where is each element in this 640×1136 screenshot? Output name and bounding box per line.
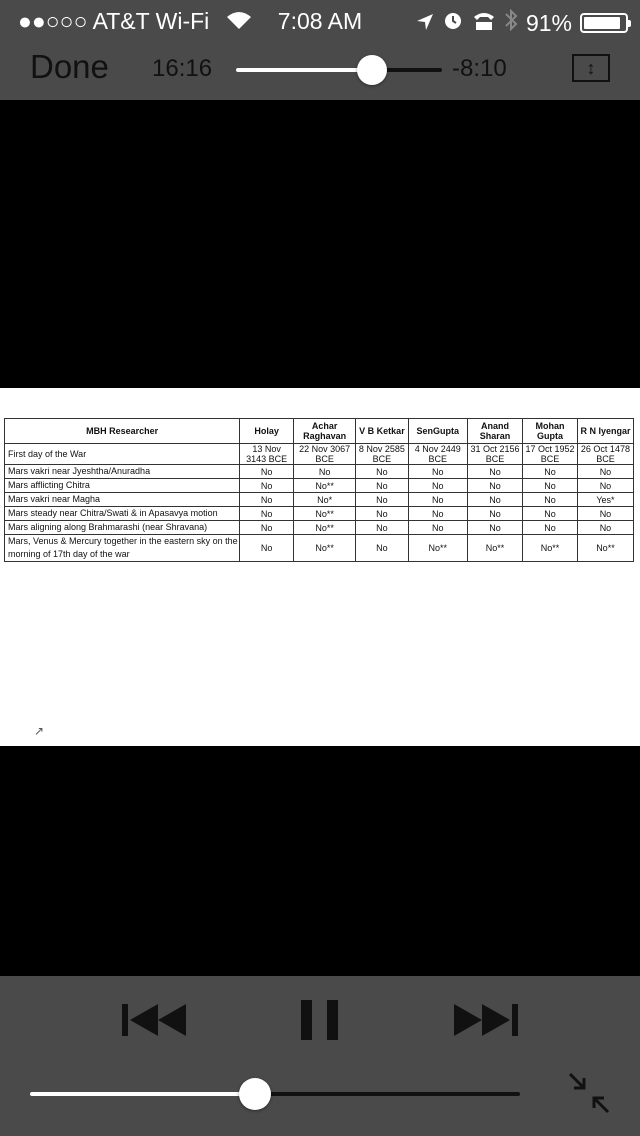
table-cell: No xyxy=(356,465,409,479)
next-track-button[interactable] xyxy=(454,998,518,1042)
table-cell: 4 Nov 2449 BCE xyxy=(408,444,467,465)
volume-slider[interactable] xyxy=(30,1092,520,1096)
tty-icon xyxy=(472,10,496,37)
researcher-table xyxy=(4,418,634,562)
scrubber-progress xyxy=(236,68,372,72)
table-cell: No** xyxy=(294,521,356,535)
exit-fullscreen-button[interactable] xyxy=(568,1072,610,1114)
table-header-row xyxy=(5,419,634,444)
table-row xyxy=(5,535,634,562)
table-cell: 22 Nov 3067 BCE xyxy=(294,444,356,465)
skip-back-icon xyxy=(122,998,186,1042)
row-label: Mars vakri near Magha xyxy=(5,493,240,507)
table-cell: No xyxy=(408,493,467,507)
table-cell: No xyxy=(467,521,522,535)
table-cell: No xyxy=(467,479,522,493)
table-row xyxy=(5,493,634,507)
row-label: Mars, Venus & Mercury together in the eastern sky on the morning of 17th day of the war xyxy=(5,535,240,562)
table-cell: No xyxy=(577,465,633,479)
pause-icon xyxy=(300,998,340,1042)
table-cell: No xyxy=(523,493,578,507)
pointer-icon: ↗ xyxy=(34,724,45,738)
pause-button[interactable] xyxy=(300,998,340,1042)
table-cell: No** xyxy=(294,507,356,521)
table-cell: 31 Oct 2156 BCE xyxy=(467,444,522,465)
table-row xyxy=(5,444,634,465)
table-cell: No xyxy=(467,493,522,507)
table-cell: No xyxy=(523,465,578,479)
bluetooth-icon xyxy=(504,8,518,38)
minimize-icon xyxy=(568,1072,610,1114)
table-cell: No xyxy=(408,479,467,493)
table-header-cell: Mohan Gupta xyxy=(523,419,578,444)
location-icon xyxy=(416,10,434,37)
carrier-label: ●●○○○ AT&T Wi-Fi xyxy=(18,8,210,34)
scrubber-thumb[interactable] xyxy=(357,55,387,85)
table-cell: No xyxy=(467,465,522,479)
table-header-cell: R N Iyengar xyxy=(577,419,633,444)
table-cell: 17 Oct 1952 BCE xyxy=(523,444,578,465)
battery-level xyxy=(584,17,620,29)
table-cell: No xyxy=(577,507,633,521)
table-cell: No xyxy=(356,493,409,507)
table-cell: No xyxy=(240,535,294,562)
video-frame xyxy=(0,388,640,746)
table-row xyxy=(5,507,634,521)
table-cell: No** xyxy=(294,535,356,562)
battery-icon xyxy=(580,13,628,33)
skip-forward-icon xyxy=(454,998,518,1042)
table-cell: No xyxy=(523,507,578,521)
table-cell: 8 Nov 2585 BCE xyxy=(356,444,409,465)
row-label: First day of the War xyxy=(5,444,240,465)
previous-track-button[interactable] xyxy=(122,998,186,1042)
elapsed-time: 16:16 xyxy=(152,55,213,82)
status-bar xyxy=(0,0,640,40)
row-label: Mars aligning along Brahmarashi (near Shravana) xyxy=(5,521,240,535)
table-row xyxy=(5,521,634,535)
player-controls xyxy=(0,976,640,1136)
table-cell: No xyxy=(577,479,633,493)
status-icons xyxy=(416,8,628,38)
table-cell: No xyxy=(356,479,409,493)
table-cell: No xyxy=(240,521,294,535)
aspect-fit-button[interactable] xyxy=(572,54,610,82)
table-row xyxy=(5,465,634,479)
player-top-bar xyxy=(0,40,640,100)
table-header-cell: Anand Sharan xyxy=(467,419,522,444)
table-cell: No** xyxy=(467,535,522,562)
row-label: Mars steady near Chitra/Swati & in Apasavya motion xyxy=(5,507,240,521)
table-cell: No xyxy=(408,521,467,535)
remaining-time: -8:10 xyxy=(452,55,507,82)
table-cell: Yes* xyxy=(577,493,633,507)
table-header-cell: Holay xyxy=(240,419,294,444)
table-cell: No xyxy=(467,507,522,521)
table-header-cell: V B Ketkar xyxy=(356,419,409,444)
clock: 7:08 AM xyxy=(277,8,363,34)
volume-level xyxy=(30,1092,255,1096)
table-header-cell: MBH Researcher xyxy=(5,419,240,444)
table-cell: No xyxy=(240,465,294,479)
table-cell: No** xyxy=(523,535,578,562)
table-cell: No xyxy=(408,507,467,521)
table-header-cell: Achar Raghavan xyxy=(294,419,356,444)
table-cell: 26 Oct 1478 BCE xyxy=(577,444,633,465)
table-cell: No xyxy=(240,493,294,507)
volume-thumb[interactable] xyxy=(239,1078,271,1110)
battery-percent: 91% xyxy=(525,9,572,36)
table-cell: No xyxy=(240,479,294,493)
row-label: Mars vakri near Jyeshtha/Anuradha xyxy=(5,465,240,479)
done-button[interactable]: Done xyxy=(30,48,109,85)
table-cell: No xyxy=(356,535,409,562)
table-cell: No xyxy=(356,507,409,521)
table-cell: No xyxy=(523,479,578,493)
table-cell: 13 Nov 3143 BCE xyxy=(240,444,294,465)
table-cell: No xyxy=(577,521,633,535)
wifi-icon xyxy=(226,9,252,36)
table-cell: No xyxy=(240,507,294,521)
row-label: Mars afflicting Chitra xyxy=(5,479,240,493)
table-cell: No* xyxy=(294,493,356,507)
table-cell: No xyxy=(356,521,409,535)
table-cell: No xyxy=(294,465,356,479)
table-cell: No** xyxy=(408,535,467,562)
table-cell: No** xyxy=(294,479,356,493)
table-cell: No xyxy=(408,465,467,479)
table-cell: No xyxy=(523,521,578,535)
alarm-icon xyxy=(442,9,464,37)
scrubber[interactable] xyxy=(236,68,442,72)
table-cell: No** xyxy=(577,535,633,562)
table-body xyxy=(5,444,634,562)
table-row xyxy=(5,479,634,493)
table-header-cell: SenGupta xyxy=(408,419,467,444)
expand-vertical-icon: ↕ xyxy=(586,57,596,78)
